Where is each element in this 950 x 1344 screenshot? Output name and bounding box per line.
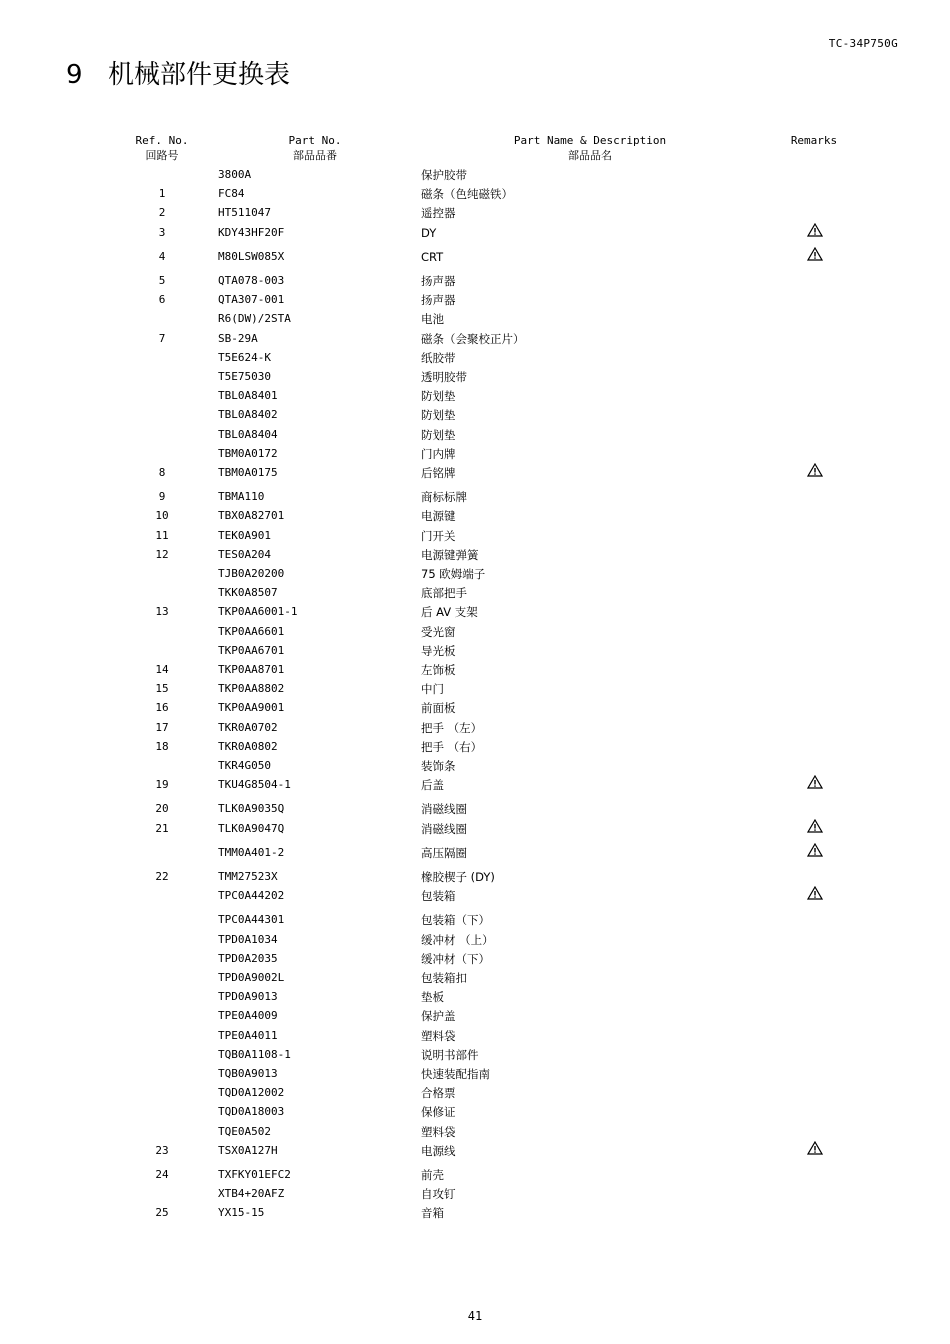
ref-no-cell: 2	[158, 206, 166, 220]
part-no-cell: TQB0A1108-1	[218, 1047, 291, 1061]
part-no-cell: TBM0A0172	[218, 446, 278, 460]
section-title	[66, 54, 290, 91]
table-row	[0, 225, 950, 241]
part-name-cell: 75 欧姆端子	[421, 567, 486, 581]
table-row	[0, 446, 950, 462]
ref-no-cell: 3	[158, 225, 166, 239]
warning-triangle-icon	[807, 775, 823, 789]
part-no-cell: FC84	[218, 187, 245, 201]
part-no-cell: TES0A204	[218, 547, 271, 561]
table-row	[0, 1104, 950, 1120]
part-name-cell: 电源键弹簧	[421, 547, 479, 562]
part-name-cell: 磁条（色纯磁铁）	[421, 187, 513, 202]
table-row	[0, 643, 950, 659]
header-remarks	[784, 133, 844, 148]
table-row	[0, 508, 950, 524]
ref-no-cell: 21	[155, 821, 169, 835]
header-ref-cn: 回路号	[145, 149, 179, 162]
section-number: 9	[66, 60, 83, 90]
part-name-cell: 商标标牌	[421, 490, 467, 505]
header-ref-en: Ref. No.	[135, 134, 189, 147]
part-name-cell: 后 AV 支架	[421, 605, 478, 620]
table-row	[0, 566, 950, 582]
part-name-cell: 快速装配指南	[421, 1067, 490, 1081]
part-name-cell: 后铭牌	[421, 466, 456, 480]
part-name-cell: 中门	[421, 682, 444, 697]
part-name-cell: 透明胶带	[421, 370, 467, 384]
part-no-cell: TQD0A12002	[218, 1086, 285, 1100]
warning-triangle-icon	[807, 223, 823, 237]
part-name-cell: 缓冲材（下）	[421, 951, 490, 966]
part-name-cell: 消磁线圈	[421, 802, 467, 817]
table-row	[0, 912, 950, 928]
ref-no-cell: 4	[158, 249, 166, 263]
table-row	[0, 249, 950, 265]
part-name-cell: 电池	[421, 312, 444, 327]
part-no-cell: KDY43HF20F	[218, 225, 285, 239]
part-no-cell: TBMA110	[218, 490, 265, 504]
part-no-cell: TPD0A1034	[218, 932, 278, 946]
part-no-cell: TKK0A8507	[218, 586, 278, 600]
table-row	[0, 624, 950, 640]
ref-no-cell: 9	[158, 490, 166, 504]
part-no-cell: XTB4+20AFZ	[218, 1187, 285, 1201]
section-title-text: 机械部件更换表	[108, 60, 291, 90]
ref-no-cell: 24	[155, 1168, 169, 1181]
ref-no-cell: 13	[155, 605, 169, 619]
ref-no-cell: 8	[158, 466, 166, 479]
part-no-cell: TPC0A44202	[218, 889, 285, 903]
ref-no-cell: 7	[158, 331, 166, 345]
table-row	[0, 869, 950, 885]
part-name-cell: 把手 （右）	[421, 739, 483, 754]
ref-no-cell: 14	[155, 663, 169, 676]
table-row	[0, 350, 950, 366]
part-name-cell: 纸胶带	[421, 350, 456, 365]
ref-no-cell: 5	[158, 274, 166, 287]
part-name-cell: 音箱	[421, 1206, 444, 1221]
ref-no-cell: 11	[155, 528, 169, 542]
part-no-cell: T5E624-K	[218, 350, 271, 364]
part-name-cell: 把手 （左）	[421, 720, 483, 735]
table-row	[0, 465, 950, 481]
part-no-cell: TLK0A9047Q	[218, 821, 285, 835]
part-name-cell: 保护盖	[421, 1009, 456, 1024]
part-name-cell: 橡胶楔子 (DY)	[421, 870, 495, 884]
part-no-cell: TKP0AA8802	[218, 682, 285, 696]
part-no-cell: TPE0A4011	[218, 1028, 278, 1042]
table-row	[0, 407, 950, 423]
table-row	[0, 427, 950, 443]
table-row	[0, 700, 950, 716]
table-row	[0, 932, 950, 948]
ref-no-cell: 23	[155, 1143, 169, 1157]
ref-no-cell: 25	[155, 1206, 169, 1220]
part-no-cell: QTA078-003	[218, 274, 285, 287]
part-no-cell: T5E75030	[218, 370, 271, 383]
part-no-cell: TKP0AA8701	[218, 663, 285, 676]
table-row	[0, 758, 950, 774]
part-name-cell: 磁条（会聚校正片）	[421, 331, 525, 346]
part-name-cell: 合格票	[421, 1086, 456, 1101]
table-row	[0, 662, 950, 678]
part-name-cell: 防划垫	[421, 389, 456, 404]
part-no-cell: TPC0A44301	[218, 913, 285, 927]
part-name-cell: 自攻钉	[421, 1187, 456, 1202]
part-no-cell: TPD0A2035	[218, 951, 278, 965]
part-name-cell: 缓冲材 （上）	[421, 932, 494, 947]
table-row	[0, 888, 950, 904]
part-no-cell: 3800A	[218, 168, 252, 181]
part-no-cell: TKR4G050	[218, 759, 271, 772]
part-name-cell: 前面板	[421, 701, 456, 716]
part-no-cell: TKP0AA6001-1	[218, 605, 298, 619]
warning-triangle-icon	[807, 843, 823, 857]
part-name-cell: 垫板	[421, 990, 444, 1005]
part-no-cell: TXFKY01EFC2	[218, 1168, 291, 1181]
table-row	[0, 585, 950, 601]
part-no-cell: TPE0A4009	[218, 1009, 278, 1023]
part-no-cell: TKP0AA9001	[218, 701, 285, 715]
table-row	[0, 205, 950, 221]
table-row	[0, 167, 950, 183]
table-row	[0, 311, 950, 327]
table-row	[0, 989, 950, 1005]
warning-triangle-icon	[807, 1141, 823, 1155]
part-no-cell: TQB0A9013	[218, 1067, 278, 1080]
part-no-cell: TBL0A8402	[218, 408, 278, 422]
part-no-cell: TLK0A9035Q	[218, 802, 285, 816]
header-part-no	[275, 133, 355, 163]
part-no-cell: YX15-15	[218, 1206, 265, 1220]
model-number: TC-34P750G	[828, 37, 898, 50]
table-row	[0, 1143, 950, 1159]
header-part-cn: 部品品番	[293, 149, 337, 162]
part-name-cell: 塑料袋	[421, 1124, 456, 1139]
part-name-cell: 电源键	[421, 509, 456, 524]
table-row	[0, 331, 950, 347]
ref-no-cell: 18	[155, 739, 169, 753]
part-no-cell: TQE0A502	[218, 1124, 271, 1138]
ref-no-cell: 22	[155, 870, 169, 883]
table-row	[0, 821, 950, 837]
part-name-cell: 塑料袋	[421, 1028, 456, 1043]
table-row	[0, 1008, 950, 1024]
part-no-cell: TKR0A0702	[218, 720, 278, 734]
part-name-cell: 防划垫	[421, 408, 456, 423]
table-row	[0, 1028, 950, 1044]
part-name-cell: 包装箱扣	[421, 971, 467, 985]
part-no-cell: R6(DW)/2STA	[218, 312, 291, 326]
table-row	[0, 970, 950, 986]
table-row	[0, 388, 950, 404]
ref-no-cell: 15	[155, 682, 169, 696]
warning-triangle-icon	[807, 247, 823, 261]
table-row	[0, 739, 950, 755]
table-row	[0, 845, 950, 861]
part-name-cell: 受光窗	[421, 624, 456, 639]
part-no-cell: TKU4G8504-1	[218, 778, 291, 792]
table-row	[0, 1205, 950, 1221]
table-row	[0, 1186, 950, 1202]
table-row	[0, 1047, 950, 1063]
table-row	[0, 681, 950, 697]
table-row	[0, 528, 950, 544]
part-no-cell: TSX0A127H	[218, 1143, 278, 1157]
ref-no-cell: 10	[155, 509, 169, 523]
part-name-cell: 防划垫	[421, 427, 456, 442]
part-no-cell: TPD0A9002L	[218, 971, 285, 984]
ref-no-cell: 17	[155, 720, 169, 734]
part-name-cell: 扬声器	[421, 274, 456, 288]
header-name-cn: 部品品名	[568, 149, 612, 162]
table-row	[0, 951, 950, 967]
table-row	[0, 1066, 950, 1082]
part-no-cell: TBM0A0175	[218, 466, 278, 479]
part-no-cell: QTA307-001	[218, 293, 285, 307]
part-name-cell: 左饰板	[421, 663, 456, 677]
table-row	[0, 489, 950, 505]
table-row	[0, 801, 950, 817]
table-row	[0, 777, 950, 793]
part-name-cell: 说明书部件	[421, 1047, 479, 1062]
part-name-cell: 包装箱（下）	[421, 913, 490, 928]
warning-triangle-icon	[807, 819, 823, 833]
part-name-cell: 后盖	[421, 778, 444, 793]
table-row	[0, 604, 950, 620]
part-no-cell: TBL0A8401	[218, 389, 278, 403]
part-no-cell: TBX0A82701	[218, 509, 285, 523]
part-name-cell: CRT	[421, 249, 444, 264]
part-no-cell: SB-29A	[218, 331, 258, 345]
part-name-cell: 保修证	[421, 1105, 456, 1120]
header-name-en: Part Name & Description	[513, 134, 667, 147]
ref-no-cell: 16	[155, 701, 169, 715]
table-row	[0, 547, 950, 563]
part-no-cell: TJB0A20200	[218, 567, 285, 580]
part-no-cell: TMM27523X	[218, 870, 278, 883]
ref-no-cell: 1	[158, 187, 166, 201]
part-name-cell: DY	[421, 225, 437, 240]
part-name-cell: 消磁线圈	[421, 821, 467, 836]
ref-no-cell: 6	[158, 293, 166, 307]
part-no-cell: TKP0AA6601	[218, 624, 285, 638]
part-name-cell: 门内牌	[421, 446, 456, 461]
part-name-cell: 保护胶带	[421, 168, 467, 182]
part-no-cell: TEK0A901	[218, 528, 271, 542]
part-no-cell: TQD0A18003	[218, 1105, 285, 1119]
table-row	[0, 273, 950, 289]
header-remarks-label: Remarks	[790, 134, 838, 147]
part-no-cell: TMM0A401-2	[218, 845, 285, 859]
table-row	[0, 1167, 950, 1183]
warning-triangle-icon	[807, 886, 823, 900]
part-no-cell: TBL0A8404	[218, 427, 278, 441]
part-name-cell: 底部把手	[421, 586, 467, 601]
part-name-cell: 包装箱	[421, 889, 456, 904]
table-row	[0, 1085, 950, 1101]
table-row	[0, 292, 950, 308]
part-no-cell: TKR0A0802	[218, 739, 278, 753]
ref-no-cell: 20	[155, 802, 169, 816]
ref-no-cell: 12	[155, 547, 169, 561]
part-no-cell: TKP0AA6701	[218, 643, 285, 657]
part-name-cell: 高压隔圈	[421, 845, 467, 860]
part-name-cell: 导光板	[421, 643, 456, 658]
table-row	[0, 1124, 950, 1140]
header-part-name	[500, 133, 680, 163]
page-number: 41	[467, 1309, 483, 1323]
table-row	[0, 186, 950, 202]
part-name-cell: 遥控器	[421, 206, 456, 221]
part-name-cell: 门开关	[421, 528, 456, 543]
part-name-cell: 前壳	[421, 1168, 444, 1182]
part-name-cell: 电源线	[421, 1143, 456, 1158]
table-row	[0, 369, 950, 385]
warning-triangle-icon	[807, 463, 823, 477]
header-part-en: Part No.	[288, 134, 342, 147]
part-no-cell: HT511047	[218, 206, 271, 220]
part-no-cell: TPD0A9013	[218, 990, 278, 1004]
part-no-cell: M80LSW085X	[218, 249, 285, 263]
part-name-cell: 扬声器	[421, 293, 456, 308]
part-name-cell: 装饰条	[421, 759, 456, 773]
ref-no-cell: 19	[155, 778, 169, 792]
header-ref-no	[120, 133, 204, 163]
table-row	[0, 720, 950, 736]
